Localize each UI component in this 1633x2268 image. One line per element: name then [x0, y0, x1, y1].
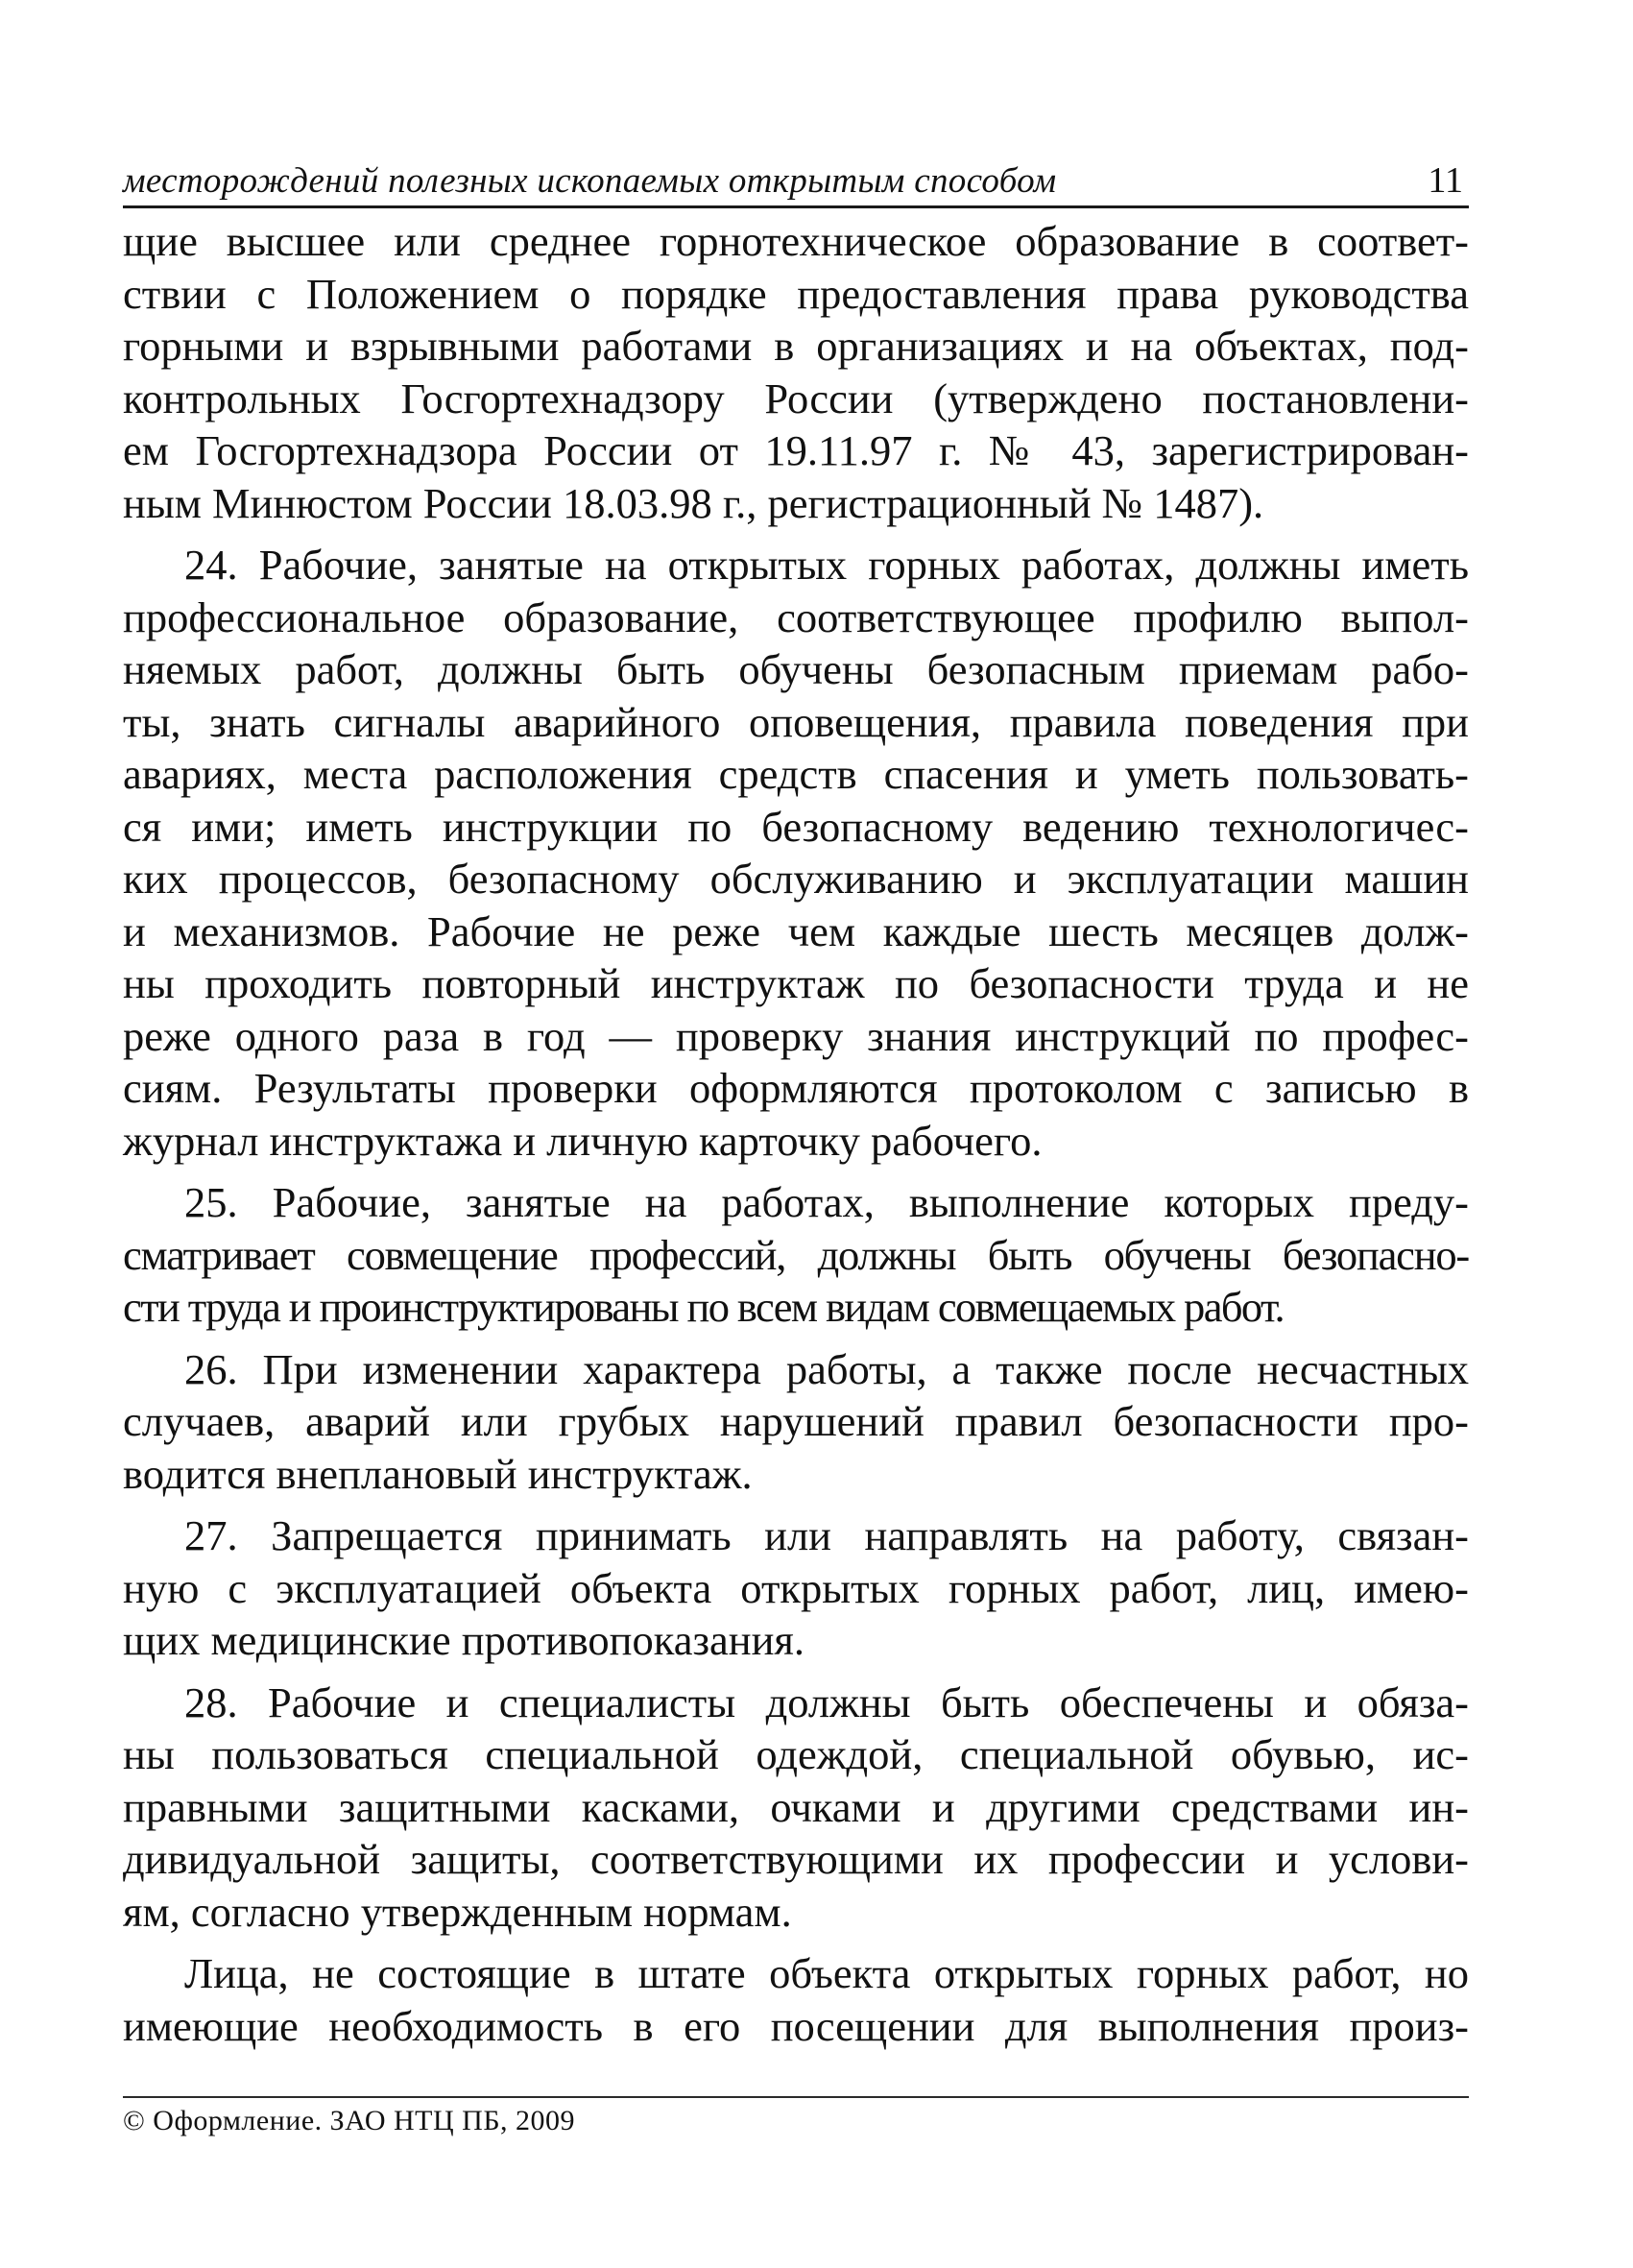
- text-line: ны пользоваться специальной одеждой, специальной обувью, ис-: [123, 1730, 1469, 1778]
- text-line: сиям. Результаты проверки оформляются протоколом с записью в: [123, 1064, 1469, 1112]
- text-line: авариях, места расположения средств спасения и уметь пользовать-: [123, 750, 1469, 798]
- paragraph: [123, 215, 1469, 529]
- running-header: [123, 152, 1469, 208]
- text-line: сти труда и проинструктированы по всем видам совмещаемых работ.: [123, 1283, 1284, 1331]
- text-line: 25. Рабочие, занятые на работах, выполнение которых преду-: [184, 1178, 1469, 1226]
- text-line: 26. При изменении характера работы, а также после несчастных: [184, 1344, 1469, 1393]
- paragraph-item-28: [123, 1677, 1469, 1939]
- text-line: ты, знать сигналы аварийного оповещения, правила поведения при: [123, 697, 1469, 746]
- text-line: водится внеплановый инструктаж.: [123, 1449, 753, 1498]
- text-line: 27. Запрещается принимать или направлять на работу, связан-: [184, 1511, 1469, 1559]
- paragraph-item-26: [123, 1343, 1469, 1501]
- text-line: ся ими; иметь инструкции по безопасному ведению технологичес-: [123, 802, 1469, 851]
- text-line: 24. Рабочие, занятые на открытых горных работах, должны иметь: [184, 541, 1469, 589]
- running-header-title: месторождений полезных ископаемых открытым способом: [123, 161, 1057, 201]
- text-line: ную с эксплуатацией объекта открытых горных работ, лиц, имею-: [123, 1563, 1469, 1612]
- text-line: няемых работ, должны быть обучены безопасным приемам рабо-: [123, 645, 1469, 693]
- text-line: имеющие необходимость в его посещении для выполнения произ-: [123, 2001, 1469, 2050]
- text-line: щие высшее или среднее горнотехническое образование в соответ-: [123, 217, 1469, 265]
- body-text: [123, 215, 1469, 2052]
- text-line: щих медицинские противопоказания.: [123, 1616, 805, 1664]
- text-line: ным Минюстом России 18.03.98 г., регистрационный № 1487).: [123, 478, 1264, 527]
- paragraph: [123, 1947, 1469, 2052]
- text-line: журнал инструктажа и личную карточку рабочего.: [123, 1116, 1043, 1165]
- text-line: 28. Рабочие и специалисты должны быть обеспечены и обяза-: [184, 1677, 1469, 1726]
- text-line: контрольных Госгортехнадзору России (утверждено постановлени-: [123, 374, 1469, 422]
- text-line: Лица, не состоящие в штате объекта открытых горных работ, но: [184, 1949, 1469, 1997]
- text-line: дивидуальной защиты, соответствующими их профессии и услови-: [123, 1835, 1469, 1883]
- footer-divider: [123, 2096, 1469, 2098]
- text-line: случаев, аварий или грубых нарушений правил безопасности про-: [123, 1397, 1469, 1445]
- text-line: реже одного раза в год — проверку знания инструкций по профес-: [123, 1011, 1469, 1060]
- copyright-footer: © Оформление. ЗАО НТЦ ПБ, 2009: [123, 2105, 576, 2136]
- text-line: ких процессов, безопасному обслуживанию и эксплуатации машин: [123, 855, 1469, 903]
- paragraph-item-25: [123, 1176, 1469, 1334]
- text-line: профессиональное образование, соответствующее профилю выпол-: [123, 592, 1469, 641]
- text-line: горными и взрывными работами в организациях и на объектах, под-: [123, 322, 1469, 370]
- text-line: ям, согласно утвержденным нормам.: [123, 1887, 792, 1936]
- page-number: 11: [1428, 160, 1463, 201]
- text-line: ем Госгортехнадзора России от 19.11.97 г. № 43, зарегистрирован-: [123, 426, 1469, 474]
- text-line: ны проходить повторный инструктаж по безопасности труда и не: [123, 959, 1469, 1007]
- text-line: ствии с Положением о порядке предоставления права руководства: [123, 269, 1469, 318]
- text-line: сматривает совмещение профессий, должны быть обучены безопасно-: [123, 1230, 1469, 1279]
- text-line: и механизмов. Рабочие не реже чем каждые шесть месяцев долж-: [123, 906, 1469, 955]
- paragraph-item-27: [123, 1509, 1469, 1667]
- text-line: правными защитными касками, очками и другими средствами ин-: [123, 1782, 1469, 1831]
- paragraph-item-24: [123, 539, 1469, 1167]
